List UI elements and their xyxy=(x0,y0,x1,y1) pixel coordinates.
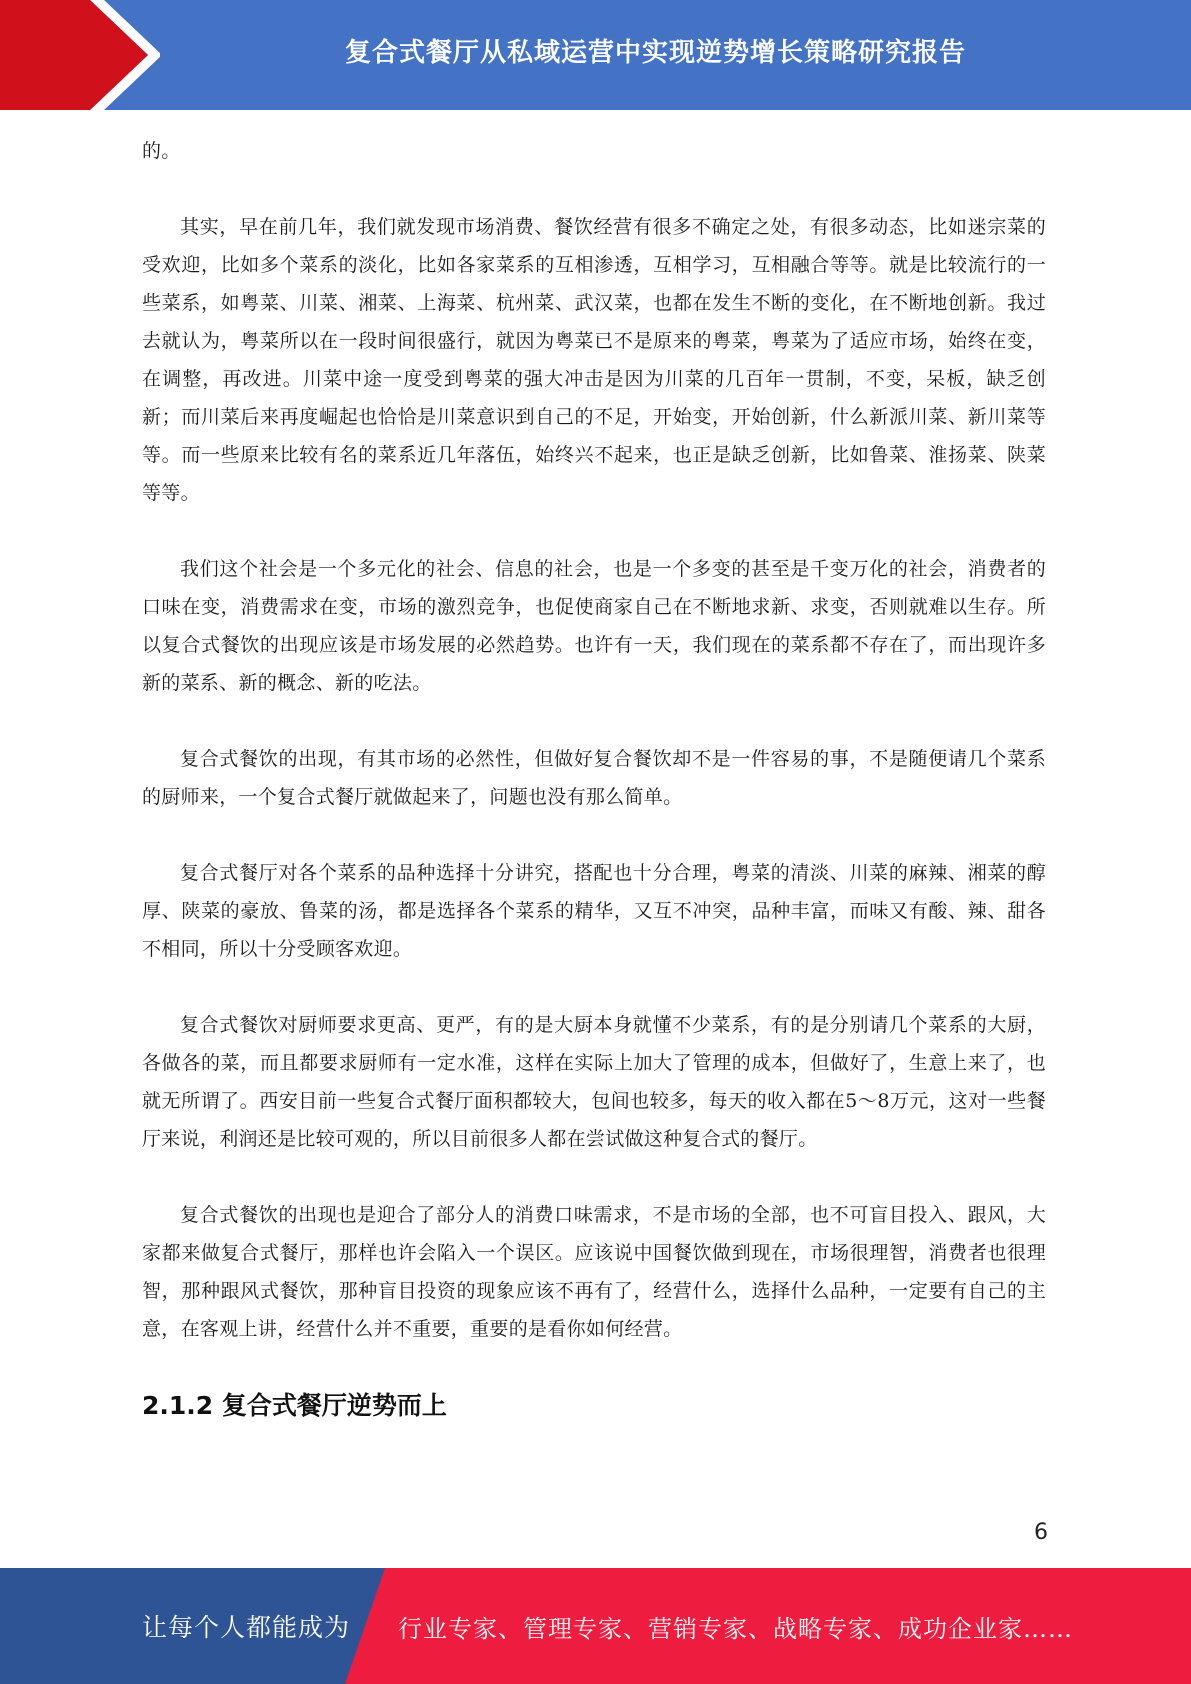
paragraph: 我们这个社会是一个多元化的社会、信息的社会，也是一个多变的甚至是千变万化的社会，消费者的口味在变，消费需求在变，市场的激烈竞争，也促使商家自己在不断地求新、求变，否则就难以生存。所以复合式餐饮的出现应该是市场发展的必然趋势。也许有一天，我们现在的菜系都不存在了，而出现许多新的菜系、新的概念、新的吃法。 xyxy=(142,558,1046,694)
header-red-chevron-decoration xyxy=(0,0,160,110)
paragraph: 复合式餐厅对各个菜系的品种选择十分讲究，搭配也十分合理，粤菜的清淡、川菜的麻辣、湘菜的醇厚、陕菜的豪放、鲁菜的汤，都是选择各个菜系的精华，又互不冲突，品种丰富，而味又有酸、辣、甜各不相同，所以十分受顾客欢迎。 xyxy=(142,862,1046,960)
footer-slogan-left: 让每个人都能成为 xyxy=(142,1613,351,1642)
report-title: 复合式餐厅从私域运营中实现逆势增长策略研究报告 xyxy=(344,37,966,68)
page-footer xyxy=(0,1568,1191,1684)
paragraph: 复合式餐饮对厨师要求更高、更严，有的是大厨本身就懂不少菜系，有的是分别请几个菜系的大厨，各做各的菜，而且都要求厨师有一定水准，这样在实际上加大了管理的成本，但做好了，生意上来了，也就无所谓了。西安目前一些复合式餐厅面积都较大，包间也较多，每天的收入都在5～8万元，这对一些餐厅来说，利润还是比较可观的，所以目前很多人都在尝试做这种复合式的餐厅。 xyxy=(142,1014,1046,1150)
paragraph: 复合式餐饮的出现也是迎合了部分人的消费口味需求，不是市场的全部，也不可盲目投入、跟风，大家都来做复合式餐厅，那样也许会陷入一个误区。应该说中国餐饮做到现在，市场很理智，消费者也很理智，那种跟风式餐饮，那种盲目投资的现象应该不再有了，经营什么，选择什么品种，一定要有自己的主意，在客观上讲，经营什么并不重要，重要的是看你如何经营。 xyxy=(142,1204,1046,1340)
paragraph: 复合式餐饮的出现，有其市场的必然性，但做好复合餐饮却不是一件容易的事，不是随便请几个菜系的厨师来，一个复合式餐厅就做起来了，问题也没有那么简单。 xyxy=(142,748,1046,808)
footer-slogan-right: 行业专家、管理专家、营销专家、战略专家、成功企业家…… xyxy=(398,1614,1073,1643)
paragraph-continuation: 的。 xyxy=(142,140,181,162)
page-header xyxy=(0,0,1191,110)
section-heading: 2.1.2 复合式餐厅逆势而上 xyxy=(142,1391,447,1420)
page-number: 6 xyxy=(1034,1520,1048,1545)
paragraph: 其实，早在前几年，我们就发现市场消费、餐饮经营有很多不确定之处，有很多动态，比如迷宗菜的受欢迎，比如多个菜系的淡化，比如各家菜系的互相渗透，互相学习，互相融合等等。就是比较流行的一些菜系，如粤菜、川菜、湘菜、上海菜、杭州菜、武汉菜，也都在发生不断的变化，在不断地创新。我过去就认为，粤菜所以在一段时间很盛行，就因为粤菜已不是原来的粤菜，粤菜为了适应市场，始终在变，在调整，再改进。川菜中途一度受到粤菜的强大冲击是因为川菜的几百年一贯制，不变，呆板，缺乏创新；而川菜后来再度崛起也恰恰是川菜意识到自己的不足，开始变，开始创新，什么新派川菜、新川菜等等。而一些原来比较有名的菜系近几年落伍，始终兴不起来，也正是缺乏创新，比如鲁菜、淮扬菜、陕菜等等。 xyxy=(142,216,1046,504)
document-body xyxy=(142,132,1046,1422)
